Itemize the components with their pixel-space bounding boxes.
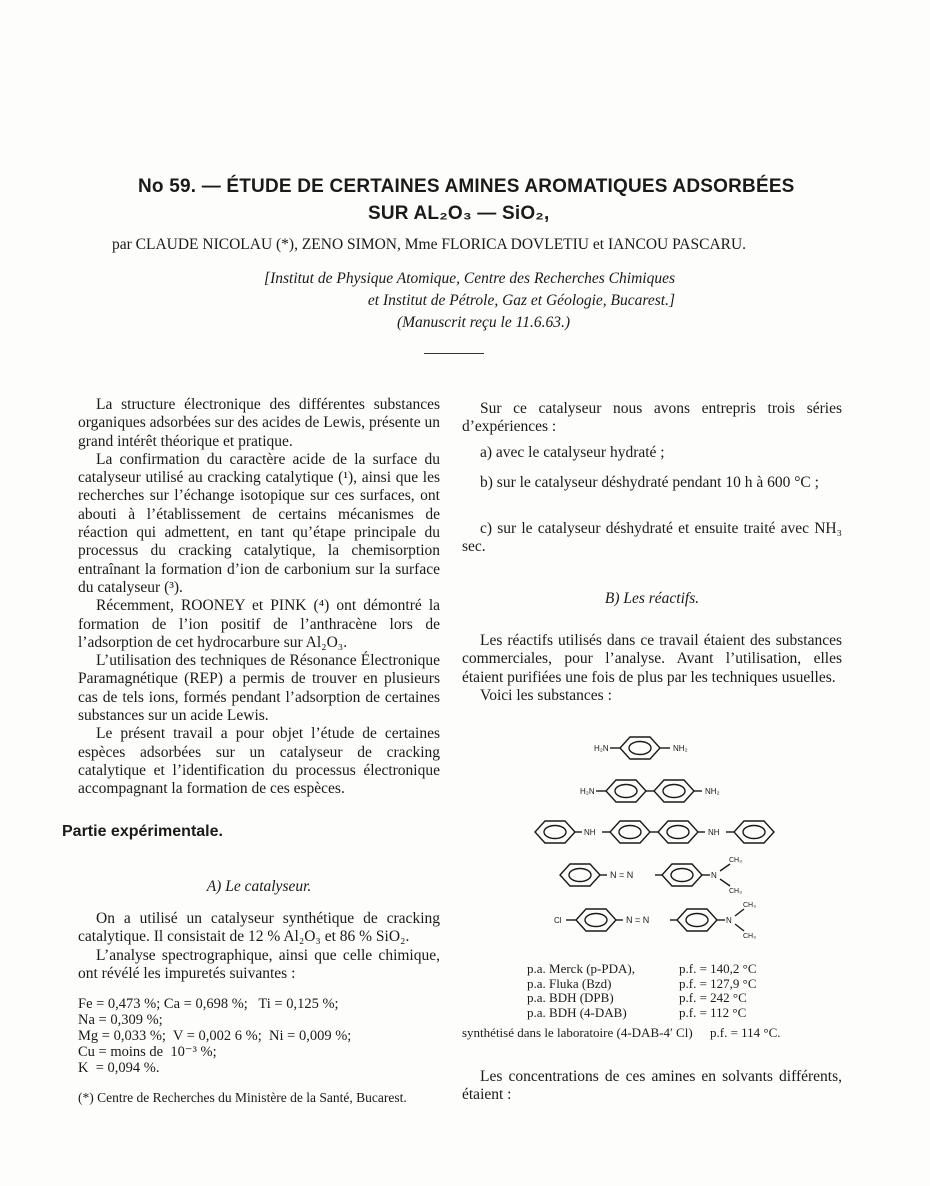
paragraph: La structure électronique des différentes substances organiques adsorbées sur des acides de Lewis, présente un grand intérêt théorique et pratique.: [78, 396, 440, 450]
paragraph: On a utilisé un catalyseur synthétique de cracking catalytique. Il consistait de 12 % Al₂O₃ et 86 % SiO₂.: [78, 910, 440, 946]
list-item: [462, 520, 842, 557]
left-column-catalyst: [78, 910, 440, 983]
authors: par CLAUDE NICOLAU (*), ZENO SIMON, Mme FLORICA DOVLETIU et IANCOU PASCARU.: [112, 236, 747, 253]
mp-cell: p.f. = 112 °C: [679, 1004, 747, 1020]
list-item: [462, 444, 842, 462]
label-h2n: H₂N: [594, 744, 609, 753]
right-column-reagents: [462, 632, 842, 705]
label-nh: NH: [584, 828, 596, 837]
manuscript-date: (Manuscrit reçu le 11.6.63.): [396, 314, 570, 331]
paragraph: L’utilisation des techniques de Résonance Électronique Paramagnétique (REP) a permis de trouver en plusieurs cas de tels ions, formés pendant l’adsorption de certaines substances sur un acide Lewis.: [78, 652, 440, 725]
right-column-concentrations: [462, 1068, 842, 1105]
label-cl: Cl: [554, 916, 562, 925]
source-cell: p.a. BDH (4-DAB): [527, 1004, 627, 1020]
structure-benzidine: [596, 780, 702, 802]
institution-line-2: et Institut de Pétrole, Gaz et Géologie, Bucarest.]: [367, 292, 675, 309]
table-row: [527, 962, 757, 977]
label-azo: N = N: [626, 915, 650, 925]
mp-cell: p.f. = 242 °C: [679, 990, 747, 1005]
impurity-line: Na = 0,309 %;: [78, 1012, 163, 1028]
subsection-reagents: B) Les réactifs.: [604, 590, 700, 607]
paragraph: Les réactifs utilisés dans ce travail étaient des substances commerciales, pour l’analyse. Avant l’utilisation, elles étaient purifiées une fois de plus par les techniques usuelles.: [462, 632, 842, 686]
impurity-line: Fe = 0,473 %; Ca = 0,698 %; Ti = 0,125 %;: [78, 996, 339, 1012]
experiment-c: c) sur le catalyseur déshydraté et ensuite traité avec NH₃ sec.: [462, 520, 842, 556]
mp-cell: p.f. = 140,2 °C: [679, 961, 757, 976]
source-cell: p.a. Fluka (Bzd): [527, 975, 612, 991]
label-h2n: H₂N: [580, 787, 595, 796]
right-column-intro: [462, 400, 842, 437]
label-nh2: NH₂: [673, 744, 688, 753]
paragraph: Voici les substances :: [480, 686, 612, 704]
structure-p-pda: [610, 737, 670, 759]
paragraph: Les concentrations de ces amines en solvants différents, étaient :: [462, 1068, 842, 1104]
experiment-b: b) sur le catalyseur déshydraté pendant 10 h à 600 °C ;: [480, 474, 819, 491]
label-nh2: NH₂: [705, 787, 720, 796]
section-heading: Partie expérimentale.: [62, 823, 223, 840]
table-row: [527, 991, 757, 1006]
paragraph: Le présent travail a pour objet l’étude de certaines espèces adsorbées sur un catalyseur de cracking catalytique et l’identification du processus électronique accompagnant la formation de ces espèces.: [78, 725, 440, 798]
synth-row: [462, 1026, 781, 1041]
label-n: N: [711, 871, 717, 880]
experiment-a: a) avec le catalyseur hydraté ;: [480, 444, 665, 461]
label-azo: N = N: [610, 870, 634, 880]
impurity-line: K = 0,094 %.: [78, 1060, 160, 1076]
source-cell: p.a. Merck (p-PDA),: [527, 961, 635, 976]
synth-mp: p.f. = 114 °C.: [710, 1025, 781, 1040]
structure-dpb: [535, 821, 774, 843]
label-ch3: CH₃: [743, 933, 756, 940]
impurities-list: [78, 996, 351, 1076]
table-row: [527, 1006, 757, 1021]
label-ch3: CH₃: [729, 888, 742, 895]
label-n: N: [726, 916, 732, 925]
mp-cell: p.f. = 127,9 °C: [679, 975, 757, 991]
footnote: (*) Centre de Recherches du Ministère de la Santé, Bucarest.: [78, 1090, 407, 1105]
synth-source: synthétisé dans le laboratoire (4-DAB-4′ Cl): [462, 1025, 693, 1040]
institution-line-1: [Institut de Physique Atomique, Centre des Recherches Chimiques: [264, 270, 675, 287]
label-ch3: CH₃: [743, 902, 756, 909]
paragraph: Récemment, ROONEY et PINK (⁴) ont démontré la formation de l’ion positif de l’anthracène lors de l’adsorption de cet hydrocarbure sur Al₂O₃.: [78, 597, 440, 651]
label-nh: NH: [708, 828, 720, 837]
table-row: [527, 977, 757, 992]
structure-4-dab-4-cl: [566, 909, 744, 931]
impurity-line: Cu = moins de 10⁻³ %;: [78, 1044, 217, 1060]
title-line-1: No 59. — ÉTUDE DE CERTAINES AMINES AROMATIQUES ADSORBÉES: [138, 176, 795, 197]
impurity-line: Mg = 0,033 %; V = 0,002 6 %; Ni = 0,009 %;: [78, 1028, 352, 1044]
title-line-2: SUR AL₂O₃ — SiO₂,: [368, 203, 550, 224]
melting-points-table: [527, 962, 757, 1020]
paragraph: Sur ce catalyseur nous avons entrepris trois séries d’expériences :: [462, 400, 842, 436]
left-column-intro: [78, 396, 440, 799]
paragraph: La confirmation du caractère acide de la surface du catalyseur utilisé au cracking catalytique (¹), ainsi que les recherches sur l’échange isotopique sur ces surfaces, ont abouti à l’établissement de certains mécanismes de réaction qui admettent, en tant qu’étape principale du processus du cracking catalytique, la chemisorption entraînant la formation d’ion de carbonium sur la surface du catalyseur (³).: [78, 450, 440, 596]
source-cell: p.a. BDH (DPB): [527, 990, 614, 1005]
title-divider: [424, 353, 484, 354]
chemical-structures: [530, 728, 850, 950]
subsection-catalyst: A) Le catalyseur.: [206, 878, 312, 895]
label-ch3: CH₃: [729, 857, 742, 864]
list-item: [462, 474, 842, 492]
structure-4-dab: [560, 864, 730, 886]
paragraph: L’analyse spectrographique, ainsi que celle chimique, ont révélé les impuretés suivantes :: [78, 946, 440, 982]
